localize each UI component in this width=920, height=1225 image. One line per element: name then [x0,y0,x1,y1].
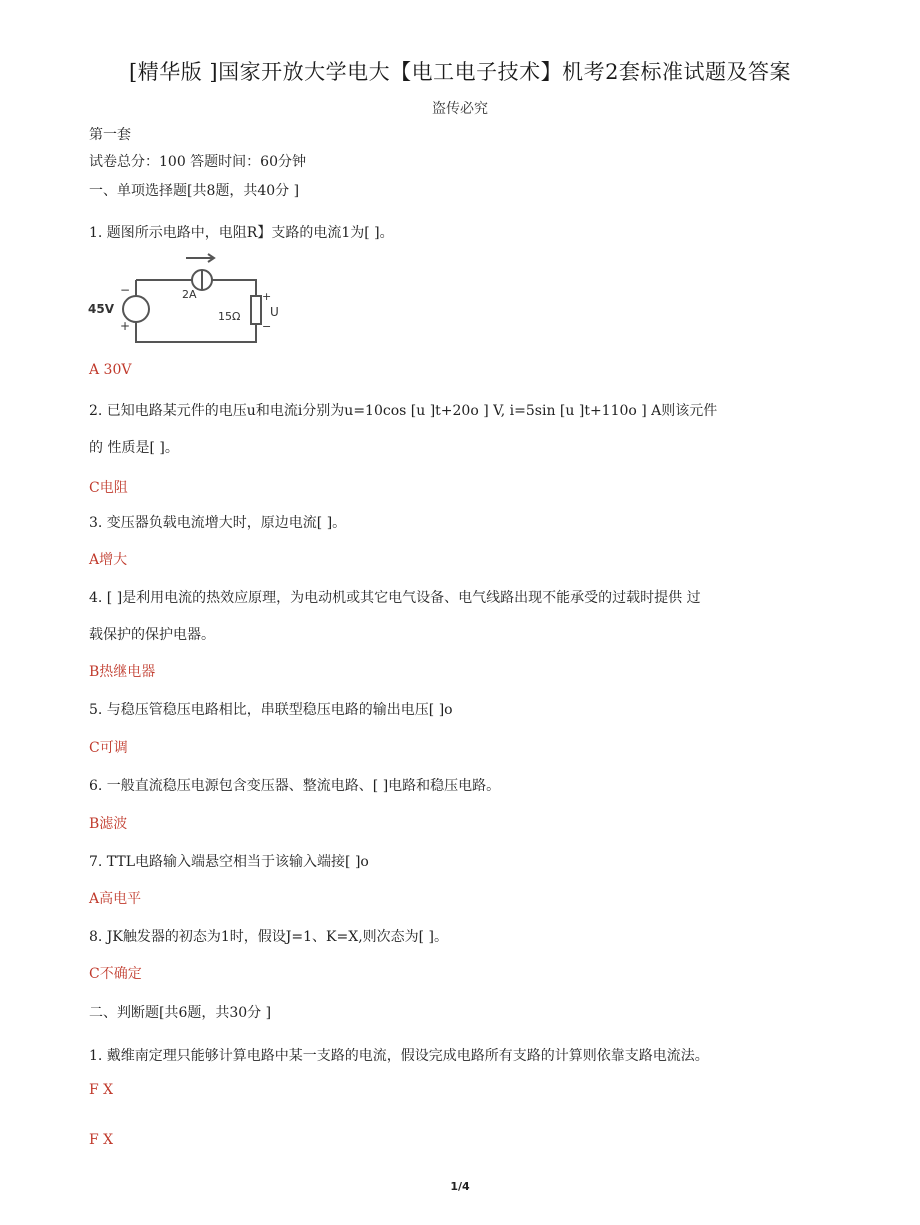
source-plus-label: + [120,319,131,333]
resistor-box [251,296,261,324]
circuit-diagram [86,250,286,350]
question-3: 3. 变压器负载电流增大时，原边电流[ ]。 [89,515,347,531]
answer-1: A 30V [89,362,132,378]
resistor-label: 15Ω [218,310,241,323]
document-title: [精华版 ]国家开放大学电大【电工电子技术】机考2套标准试题及答案 [129,60,791,84]
question-7: 7. TTL电路输入端悬空相当于该输入端接[ ]o [89,854,369,870]
source-voltage-label: 45V [88,302,114,316]
source-minus-label: − [120,283,131,297]
answer-5: C可调 [89,740,128,756]
document-subtitle: 盗传必究 [432,101,488,117]
judgment-answer-1: F X [89,1082,114,1098]
question-4-continued: 载保护的保护电器。 [89,627,215,643]
question-8: 8. JK触发器的初态为1时，假设J=1、K=X,则次态为[ ]。 [89,929,449,945]
judgment-question-1: 1. 戴维南定理只能够计算电路中某一支路的电流，假设完成电路所有支路的计算则依靠支路电流法。 [89,1048,709,1064]
answer-6: B滤波 [89,816,128,832]
current-source-label: 2A [182,288,197,301]
question-1: 1. 题图所示电路中，电阻R】支路的电流1为[ ]。 [89,225,394,241]
question-5: 5. 与稳压管稳压电路相比，串联型稳压电路的输出电压[ ]o [89,702,453,718]
question-2-continued: 的 性质是[ ]。 [89,440,179,456]
exam-meta: 试卷总分：100 答题时间：60分钟 [89,154,306,170]
answer-7: A高电平 [89,891,142,907]
section-heading-choice: 一、单项选择题[共8题，共40分 ] [89,183,300,199]
answer-3: A增大 [89,552,128,568]
question-4: 4. [ ]是利用电流的热效应原理，为电动机或其它电气设备、电气线路出现不能承受的过载时提供 过 [89,590,701,606]
resistor-minus-label: − [262,320,272,333]
resistor-plus-label: + [262,290,272,303]
voltage-u-label: U [270,305,279,319]
page-number: 1/4 [450,1180,470,1193]
answer-4: B热继电器 [89,664,156,680]
section-heading-judgment: 二、判断题[共6题，共30分 ] [89,1005,272,1021]
answer-2: C电阻 [89,480,128,496]
judgment-answer-2: F X [89,1132,114,1148]
question-6: 6. 一般直流稳压电源包含变压器、整流电路、[ ]电路和稳压电路。 [89,778,501,794]
set-label: 第一套 [89,127,131,143]
question-2: 2. 已知电路某元件的电压u和电流i分别为u=10cos [u ]t+20o ] V, i=5sin [u ]t+110o ] A则该元件 [89,403,718,419]
answer-8: C不确定 [89,966,142,982]
